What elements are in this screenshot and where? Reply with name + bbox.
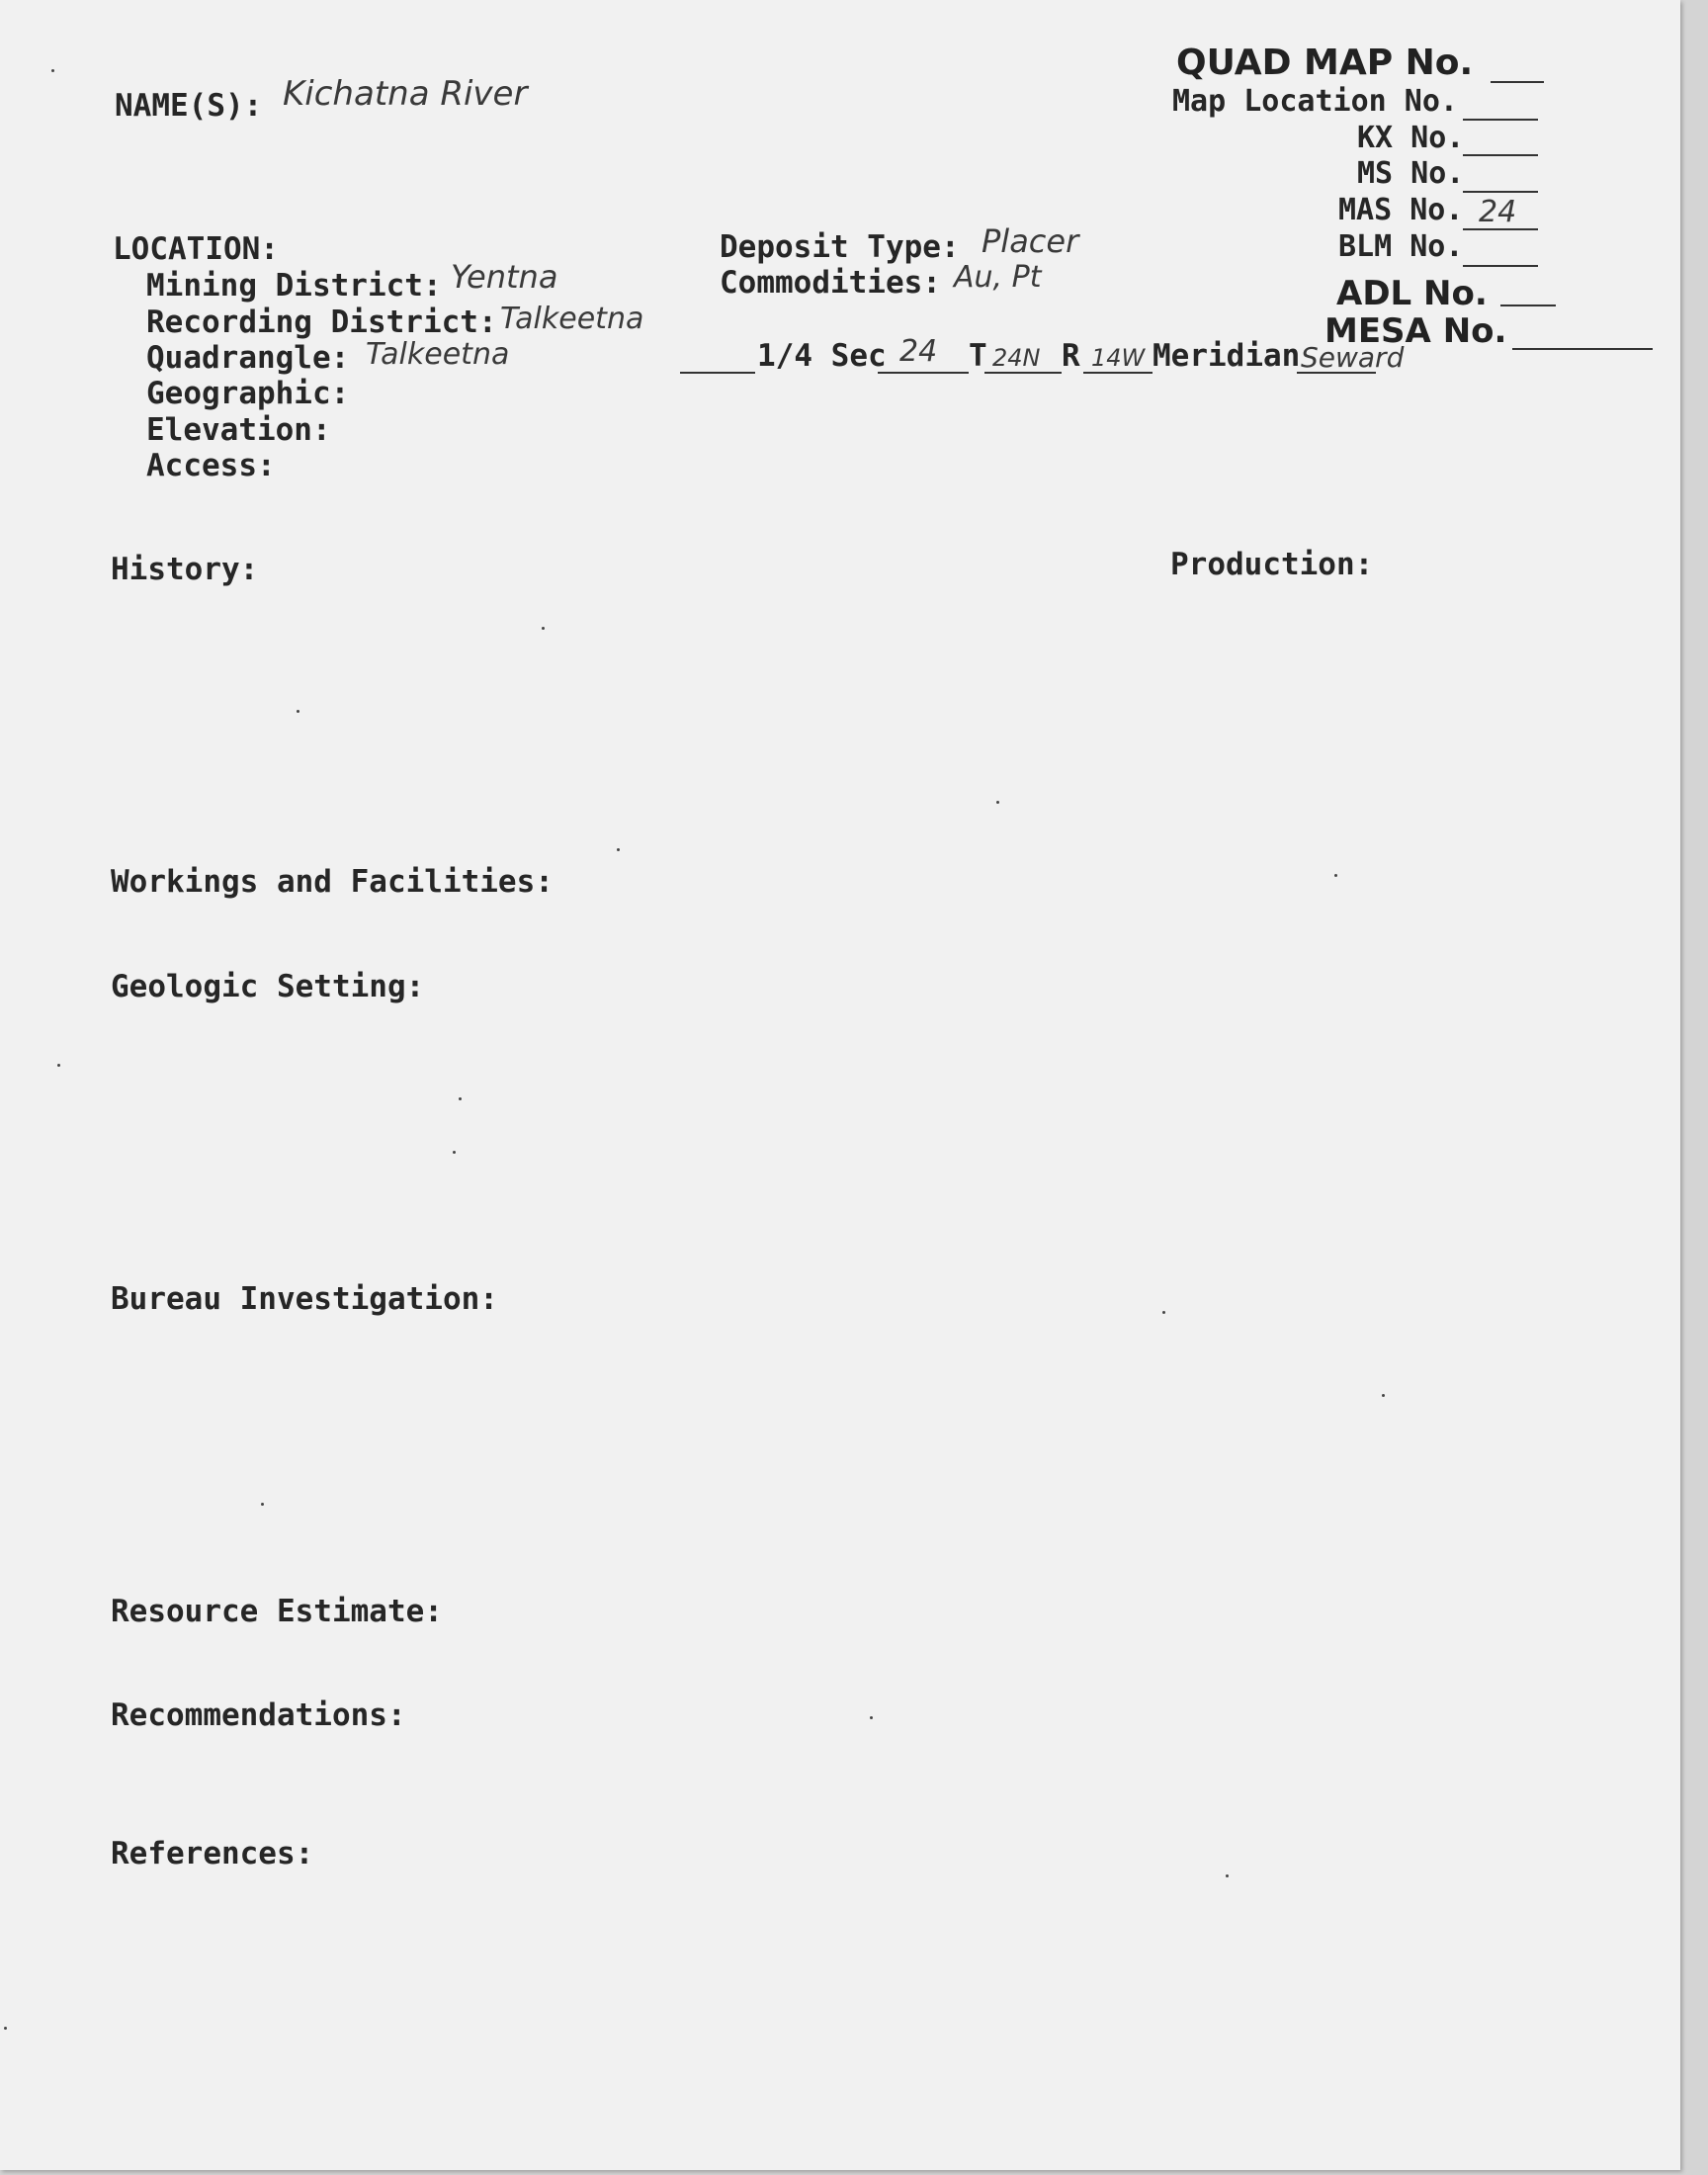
scan-speck: [1382, 1394, 1385, 1397]
blm-label: BLM No.: [1338, 229, 1464, 264]
scan-speck: [617, 848, 620, 851]
map-location-label: Map Location No.: [1172, 84, 1458, 119]
range-label: R: [1062, 338, 1080, 374]
deposit-type-label: Deposit Type:: [720, 229, 960, 265]
ms-label: MS No.: [1357, 156, 1465, 191]
commodities-label: Commodities:: [720, 265, 941, 301]
mining-district-value: Yentna: [451, 258, 558, 296]
quadrangle-value: Talkeetna: [366, 337, 510, 372]
history-label: History:: [111, 552, 259, 587]
scan-speck: [51, 69, 54, 72]
geologic-label: Geologic Setting:: [111, 969, 425, 1004]
meridian-label: Meridian: [1153, 338, 1301, 374]
resource-label: Resource Estimate:: [111, 1594, 443, 1629]
access-label: Access:: [146, 448, 276, 483]
scan-speck: [1334, 874, 1337, 877]
kx-blank: [1463, 154, 1538, 156]
recommendations-label: Recommendations:: [111, 1697, 406, 1733]
elevation-label: Elevation:: [146, 412, 331, 448]
deposit-type-value: Placer: [982, 222, 1079, 260]
scan-speck: [261, 1503, 264, 1506]
name-label: NAME(S):: [115, 88, 263, 124]
references-label: References:: [111, 1836, 314, 1871]
township-label: T: [969, 338, 987, 374]
township-blank: [984, 372, 1062, 374]
location-label: LOCATION:: [113, 231, 279, 267]
adl-label: ADL No.: [1336, 274, 1488, 313]
range-value: 14W: [1091, 344, 1146, 372]
scan-speck: [1226, 1874, 1229, 1877]
scan-speck: [57, 1064, 60, 1067]
name-value: Kichatna River: [283, 74, 528, 114]
scan-speck: [459, 1097, 462, 1100]
range-blank: [1083, 372, 1153, 374]
mesa-blank: [1512, 348, 1653, 350]
quarter-blank: [680, 372, 755, 374]
adl-blank: [1500, 304, 1556, 306]
township-value: 24N: [992, 344, 1041, 372]
geographic-label: Geographic:: [146, 376, 350, 411]
sec-blank: [878, 372, 969, 374]
scan-speck: [453, 1151, 456, 1154]
recording-district-value: Talkeetna: [500, 302, 644, 336]
meridian-value: Seward: [1301, 341, 1405, 374]
mining-district-label: Mining District:: [146, 268, 442, 304]
scan-speck: [297, 710, 299, 713]
mas-blank: [1463, 228, 1538, 230]
quad-map-blank: [1491, 81, 1544, 83]
quarter-sec-label: 1/4 Sec: [757, 338, 887, 374]
ms-blank: [1463, 191, 1538, 193]
quadrangle-label: Quadrangle:: [146, 340, 350, 376]
scan-speck: [996, 801, 999, 804]
scan-speck: [870, 1716, 873, 1719]
scan-speck: [1162, 1311, 1165, 1314]
recording-district-label: Recording District:: [146, 304, 497, 340]
quad-map-label: QUAD MAP No.: [1176, 43, 1474, 83]
commodities-value: Au, Pt: [954, 260, 1042, 295]
mesa-label: MESA No.: [1324, 311, 1507, 351]
map-location-blank: [1463, 119, 1538, 121]
sec-value: 24: [899, 334, 938, 369]
production-label: Production:: [1170, 547, 1374, 582]
bureau-label: Bureau Investigation:: [111, 1281, 498, 1317]
workings-label: Workings and Facilities:: [111, 864, 554, 900]
blm-blank: [1463, 265, 1538, 267]
scan-speck: [542, 627, 545, 630]
mas-value: 24: [1479, 195, 1517, 229]
meridian-blank: [1297, 372, 1376, 374]
scan-speck: [4, 2027, 7, 2030]
mas-label: MAS No.: [1338, 193, 1464, 227]
kx-label: KX No.: [1357, 121, 1465, 155]
